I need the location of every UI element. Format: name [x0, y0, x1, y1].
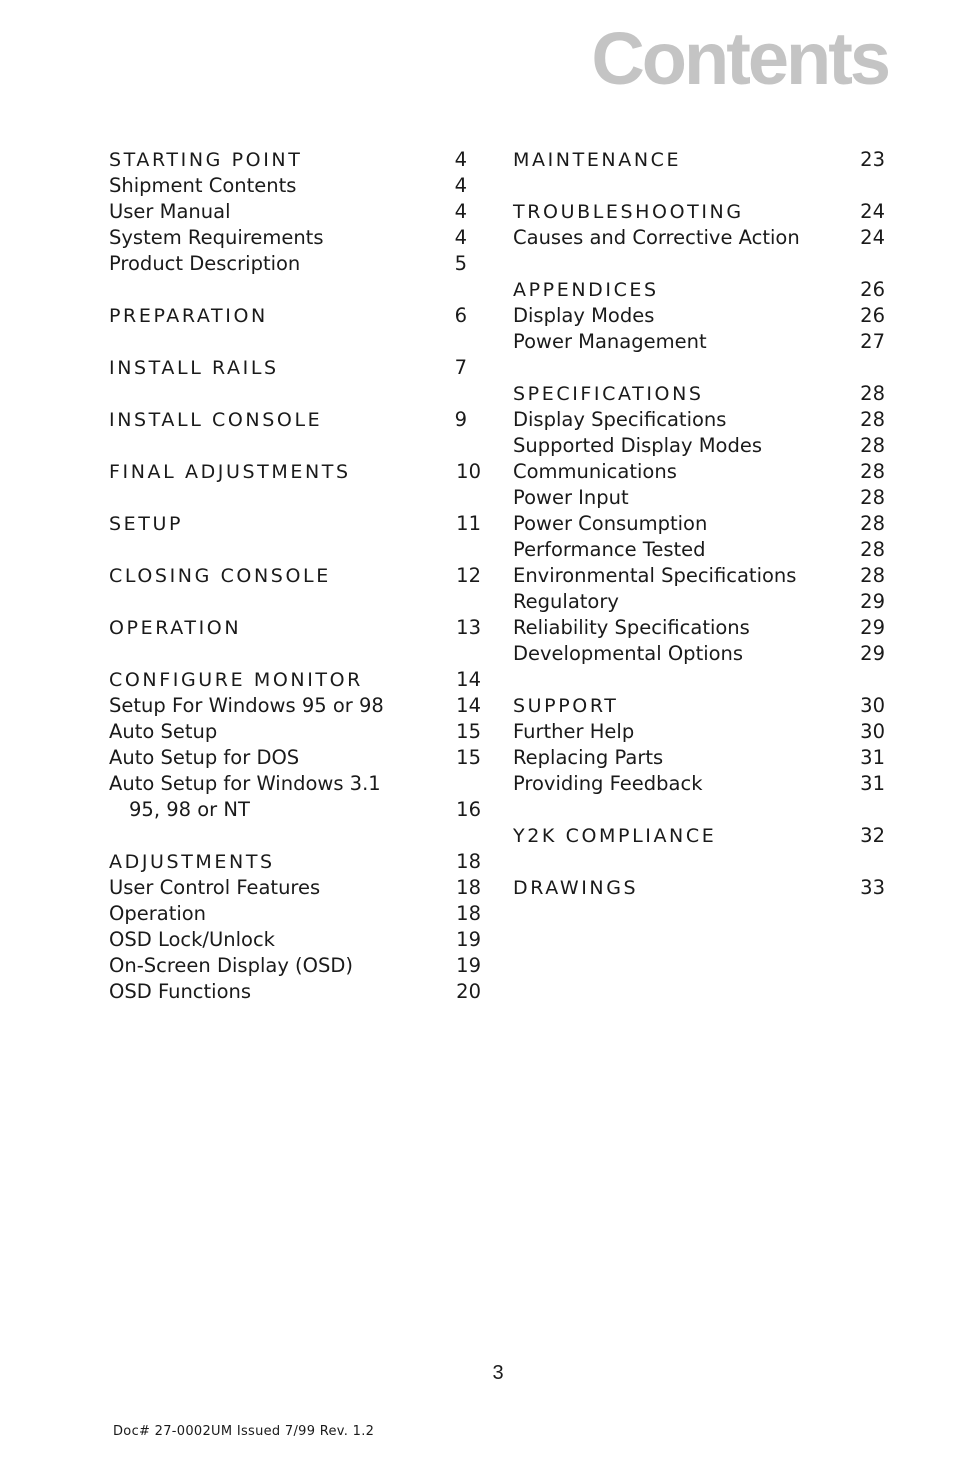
- toc-entry-page: 4: [454, 148, 467, 171]
- toc-entry-label: FINAL ADJUSTMENTS: [109, 461, 351, 483]
- toc-entry-page: 28: [860, 512, 885, 535]
- toc-entry-label: Power Consumption: [513, 512, 708, 535]
- toc-section-heading: [513, 823, 885, 849]
- toc-entry-label: OPERATION: [109, 617, 242, 639]
- toc-entry-label: ADJUSTMENTS: [109, 851, 275, 873]
- toc-spacer: [513, 667, 885, 693]
- toc-entry-page: 28: [860, 486, 885, 509]
- toc-entry-label: INSTALL RAILS: [109, 357, 279, 379]
- toc-entry-page: 27: [860, 330, 885, 353]
- toc-entry-label: Shipment Contents: [109, 174, 297, 197]
- toc-entry: [109, 173, 481, 199]
- toc-entry: [109, 693, 481, 719]
- toc-spacer: [513, 251, 885, 277]
- toc-entry: [109, 719, 481, 745]
- toc-entry-label: PREPARATION: [109, 305, 268, 327]
- toc-entry-page: 32: [860, 824, 885, 847]
- toc-spacer: [513, 797, 885, 823]
- toc-entry: [109, 797, 481, 823]
- toc-spacer: [109, 381, 481, 407]
- toc-entry-label: System Requirements: [109, 226, 324, 249]
- toc-entry-page: 14: [456, 694, 481, 717]
- toc-entry-label: Developmental Options: [513, 642, 744, 665]
- toc-entry-label: Reliability Specifications: [513, 616, 750, 639]
- toc-entry-page: 26: [860, 278, 885, 301]
- toc-entry: [513, 225, 885, 251]
- toc-entry-page: 9: [454, 408, 467, 431]
- toc-entry-page: 20: [456, 980, 481, 1003]
- toc-section-heading: [109, 407, 481, 433]
- toc-entry: [513, 771, 885, 797]
- toc-entry: [513, 433, 885, 459]
- toc-entry: [109, 745, 481, 771]
- toc-entry-label: 95, 98 or NT: [129, 798, 250, 821]
- toc-entry-page: 18: [456, 850, 481, 873]
- toc-entry-label: Providing Feedback: [513, 772, 703, 795]
- toc-entry-page: 5: [454, 252, 467, 275]
- toc-entry: [109, 927, 481, 953]
- toc-entry-label: Regulatory: [513, 590, 619, 613]
- toc-entry-label: SUPPORT: [513, 695, 619, 717]
- toc-entry-page: 14: [456, 668, 481, 691]
- toc-spacer: [109, 823, 481, 849]
- page-title: Contents: [591, 17, 888, 100]
- page-number: 3: [492, 1362, 504, 1384]
- toc-entry: [109, 979, 481, 1005]
- toc-entry-page: 4: [454, 226, 467, 249]
- toc-entry-page: 31: [860, 746, 885, 769]
- toc-entry: [513, 641, 885, 667]
- toc-entry-page: 26: [860, 304, 885, 327]
- toc-entry-page: 18: [456, 902, 481, 925]
- toc-entry: [109, 251, 481, 277]
- toc-section-heading: [109, 303, 481, 329]
- toc-section-heading: [513, 147, 885, 173]
- toc-entry-label: Further Help: [513, 720, 635, 743]
- toc-entry-page: 31: [860, 772, 885, 795]
- toc-entry-label: Y2K COMPLIANCE: [513, 825, 717, 847]
- toc-entry: [109, 953, 481, 979]
- toc-entry-page: 15: [456, 720, 481, 743]
- toc-spacer: [513, 849, 885, 875]
- toc-entry-page: 7: [454, 356, 467, 379]
- toc-entry-label: Auto Setup: [109, 720, 218, 743]
- toc-entry-label: Auto Setup for Windows 3.1: [109, 772, 381, 795]
- toc-entry-label: DRAWINGS: [513, 877, 639, 899]
- toc-entry-label: Environmental Specifications: [513, 564, 797, 587]
- toc-entry-page: 6: [454, 304, 467, 327]
- toc-entry: [513, 745, 885, 771]
- toc-entry-label: CONFIGURE MONITOR: [109, 669, 363, 691]
- toc-spacer: [513, 173, 885, 199]
- toc-entry-page: 24: [860, 226, 885, 249]
- toc-entry-label: SETUP: [109, 513, 184, 535]
- toc-entry-label: SPECIFICATIONS: [513, 383, 704, 405]
- toc-spacer: [109, 641, 481, 667]
- toc-section-heading: [109, 849, 481, 875]
- toc-entry: [513, 589, 885, 615]
- toc-section-heading: [109, 667, 481, 693]
- toc-entry-label: Auto Setup for DOS: [109, 746, 300, 769]
- toc-entry-page: 33: [860, 876, 885, 899]
- toc-entry-label: Supported Display Modes: [513, 434, 763, 457]
- toc-entry-page: 19: [456, 954, 481, 977]
- toc-entry: [109, 199, 481, 225]
- toc-entry: [513, 485, 885, 511]
- toc-entry: [513, 511, 885, 537]
- toc-entry-page: 12: [456, 564, 481, 587]
- toc-entry-page: 11: [456, 512, 481, 535]
- toc-entry-page: 24: [860, 200, 885, 223]
- toc-entry-label: On-Screen Display (OSD): [109, 954, 354, 977]
- toc-entry-label: APPENDICES: [513, 279, 659, 301]
- toc-spacer: [109, 537, 481, 563]
- toc-spacer: [109, 329, 481, 355]
- toc-section-heading: [109, 615, 481, 641]
- toc-entry-label: TROUBLESHOOTING: [513, 201, 744, 223]
- toc-entry-page: 28: [860, 538, 885, 561]
- toc-entry-label: INSTALL CONSOLE: [109, 409, 323, 431]
- toc-entry: [513, 407, 885, 433]
- toc-entry-page: 19: [456, 928, 481, 951]
- document-footer: Doc# 27-0002UM Issued 7/99 Rev. 1.2: [113, 1424, 375, 1439]
- toc-entry: [513, 563, 885, 589]
- toc-entry-page: 10: [456, 460, 481, 483]
- toc-entry-label: OSD Functions: [109, 980, 252, 1003]
- toc-entry-page: 29: [860, 642, 885, 665]
- toc-entry-label: Power Input: [513, 486, 629, 509]
- toc-entry-label: MAINTENANCE: [513, 149, 682, 171]
- toc-entry: [109, 771, 481, 797]
- toc-entry-page: 30: [860, 720, 885, 743]
- toc-section-heading: [109, 355, 481, 381]
- toc-left-column: [109, 147, 481, 1005]
- toc-section-heading: [513, 199, 885, 225]
- toc-entry-label: User Control Features: [109, 876, 321, 899]
- toc-section-heading: [513, 875, 885, 901]
- toc-entry-label: OSD Lock/Unlock: [109, 928, 275, 951]
- toc-entry-page: 29: [860, 616, 885, 639]
- toc-entry-page: 15: [456, 746, 481, 769]
- toc-section-heading: [513, 693, 885, 719]
- toc-entry-label: Operation: [109, 902, 207, 925]
- toc-entry-label: Communications: [513, 460, 677, 483]
- toc-entry-page: 28: [860, 408, 885, 431]
- toc-entry-page: 18: [456, 876, 481, 899]
- toc-entry: [513, 329, 885, 355]
- toc-entry-label: Setup For Windows 95 or 98: [109, 694, 384, 717]
- toc-entry-page: 23: [860, 148, 885, 171]
- toc-entry-page: 13: [456, 616, 481, 639]
- toc-entry-page: 28: [860, 382, 885, 405]
- toc-entry: [109, 225, 481, 251]
- toc-entry-page: 29: [860, 590, 885, 613]
- toc-entry-label: Replacing Parts: [513, 746, 664, 769]
- toc-spacer: [109, 277, 481, 303]
- toc-section-heading: [109, 147, 481, 173]
- toc-entry-label: Performance Tested: [513, 538, 706, 561]
- toc-right-column: [513, 147, 885, 901]
- toc-entry: [109, 875, 481, 901]
- toc-spacer: [109, 589, 481, 615]
- toc-section-heading: [513, 381, 885, 407]
- toc-entry-label: User Manual: [109, 200, 231, 223]
- toc-entry-page: 4: [454, 200, 467, 223]
- toc-section-heading: [109, 511, 481, 537]
- toc-section-heading: [109, 563, 481, 589]
- toc-entry-label: Display Modes: [513, 304, 655, 327]
- toc-entry-label: Power Management: [513, 330, 707, 353]
- toc-entry-label: STARTING POINT: [109, 149, 303, 171]
- toc-entry-page: 28: [860, 434, 885, 457]
- toc-entry-label: Product Description: [109, 252, 301, 275]
- toc-section-heading: [513, 277, 885, 303]
- toc-entry-label: CLOSING CONSOLE: [109, 565, 331, 587]
- toc-entry-page: 28: [860, 564, 885, 587]
- toc-entry-page: 28: [860, 460, 885, 483]
- toc-entry-page: 30: [860, 694, 885, 717]
- toc-section-heading: [109, 459, 481, 485]
- toc-spacer: [109, 433, 481, 459]
- toc-entry: [513, 719, 885, 745]
- toc-entry: [513, 615, 885, 641]
- toc-spacer: [513, 355, 885, 381]
- toc-entry: [513, 537, 885, 563]
- toc-entry: [513, 459, 885, 485]
- toc-entry-page: 4: [454, 174, 467, 197]
- toc-entry-label: Display Specifications: [513, 408, 727, 431]
- toc-spacer: [109, 485, 481, 511]
- toc-entry-label: Causes and Corrective Action: [513, 226, 800, 249]
- toc-entry: [513, 303, 885, 329]
- toc-entry: [109, 901, 481, 927]
- toc-entry-page: 16: [456, 798, 481, 821]
